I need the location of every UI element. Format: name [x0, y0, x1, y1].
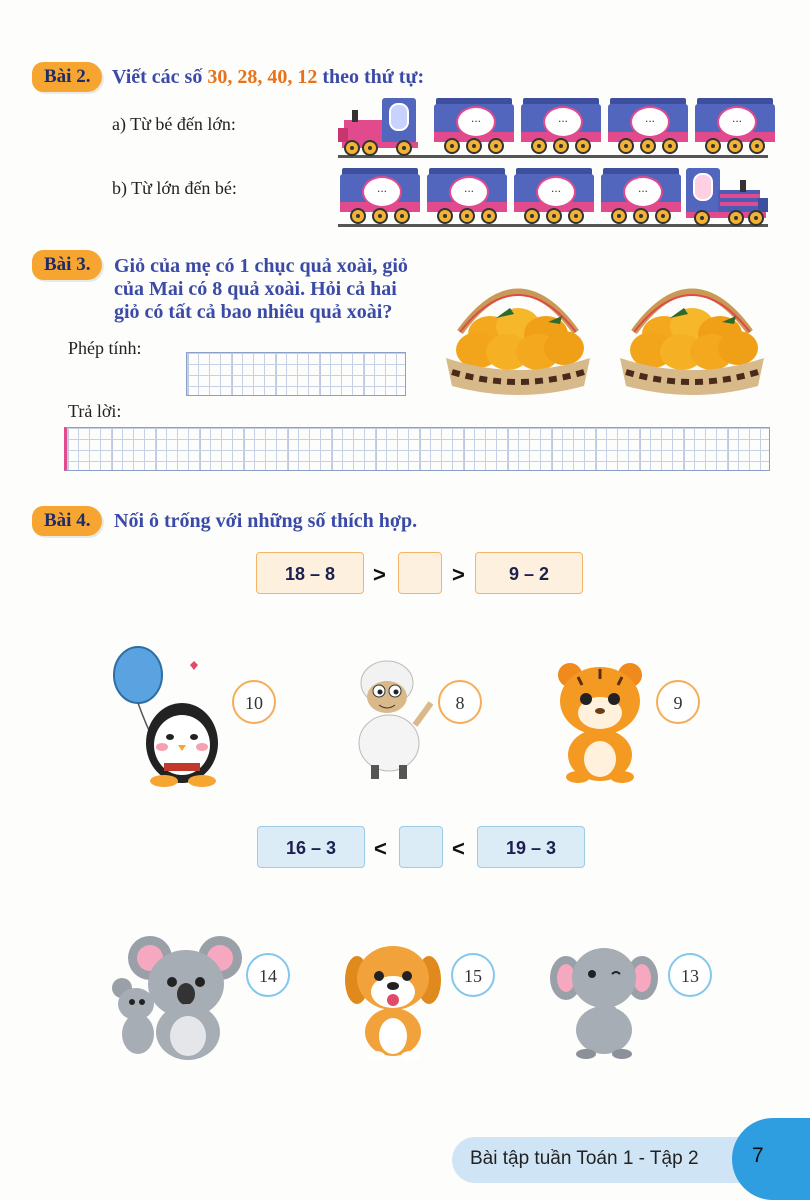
title-prefix: Viết các số	[112, 66, 208, 88]
train-wagon	[434, 98, 514, 158]
train-wagon	[695, 98, 775, 158]
book-title: Bài tập tuần Toán 1 - Tập 2	[470, 1148, 699, 1169]
number-circle[interactable]: 13	[668, 953, 712, 997]
train-wagon	[608, 98, 688, 158]
part-a-label: a) Từ bé đến lớn:	[112, 114, 236, 134]
train-wagon	[514, 168, 594, 228]
exercise-badge-4: Bài 4.	[32, 506, 102, 536]
dog-icon	[343, 940, 443, 1067]
train-wagon	[340, 168, 420, 228]
wagon-blank[interactable]: ...	[376, 181, 387, 195]
number-circle[interactable]: 10	[232, 680, 276, 724]
blank-box[interactable]	[398, 552, 442, 594]
number-circle[interactable]: 15	[451, 953, 495, 997]
wagon-blank[interactable]: ...	[550, 181, 561, 195]
page-number: 7	[752, 1144, 764, 1167]
koala-icon	[108, 932, 243, 1067]
mango-basket-icon	[438, 262, 598, 407]
calculation-grid[interactable]	[186, 352, 406, 396]
train-wagon	[601, 168, 681, 228]
number-circle[interactable]: 8	[438, 680, 482, 724]
wagon-blank[interactable]: ...	[644, 111, 655, 125]
greater-than-sign: >	[373, 562, 386, 587]
blank-box[interactable]	[399, 826, 443, 868]
numbers-highlight: 30, 28, 40, 12	[207, 66, 318, 88]
less-than-sign: <	[452, 836, 465, 861]
expression-box: 9 – 2	[475, 552, 583, 594]
wagon-blank[interactable]: ...	[637, 181, 648, 195]
part-b-label: b) Từ lớn đến bé:	[112, 178, 237, 198]
train-wagon	[521, 98, 601, 158]
exercise-2-title	[112, 66, 424, 88]
less-than-sign: <	[374, 836, 387, 861]
expression-box: 18 – 8	[256, 552, 364, 594]
title-suffix: theo thứ tự:	[317, 66, 425, 88]
exercise-3-question-line1: Giỏ của mẹ có 1 chục quả xoài, giỏ	[114, 255, 408, 277]
tiger-icon	[548, 655, 653, 790]
exercise-4-title: Nối ô trống với những số thích hợp.	[114, 510, 418, 532]
mango-basket-icon	[612, 262, 772, 407]
train-engine-icon	[338, 98, 426, 158]
calc-label: Phép tính:	[68, 338, 142, 358]
expression-box: 19 – 3	[477, 826, 585, 868]
wagon-blank[interactable]: ...	[463, 181, 474, 195]
wagon-blank[interactable]: ...	[731, 111, 742, 125]
sheep-icon	[345, 655, 440, 790]
answer-label: Trả lời:	[68, 401, 122, 421]
expression-box: 16 – 3	[257, 826, 365, 868]
exercise-3-question-line2: của Mai có 8 quả xoài. Hỏi cả hai	[114, 278, 397, 300]
wagon-blank[interactable]: ...	[557, 111, 568, 125]
exercise-3-question-line3: giỏ có tất cả bao nhiêu quả xoài?	[114, 301, 393, 323]
penguin-balloon-icon	[110, 645, 230, 795]
exercise-badge-3: Bài 3.	[32, 250, 102, 280]
elephant-icon	[548, 938, 660, 1065]
exercise-badge-2: Bài 2.	[32, 62, 102, 92]
answer-grid[interactable]	[64, 427, 770, 471]
train-engine-icon	[684, 168, 772, 228]
number-circle[interactable]: 9	[656, 680, 700, 724]
train-wagon	[427, 168, 507, 228]
greater-than-sign: >	[452, 562, 465, 587]
number-circle[interactable]: 14	[246, 953, 290, 997]
page-number-tab	[732, 1118, 810, 1200]
wagon-blank[interactable]: ...	[470, 111, 481, 125]
